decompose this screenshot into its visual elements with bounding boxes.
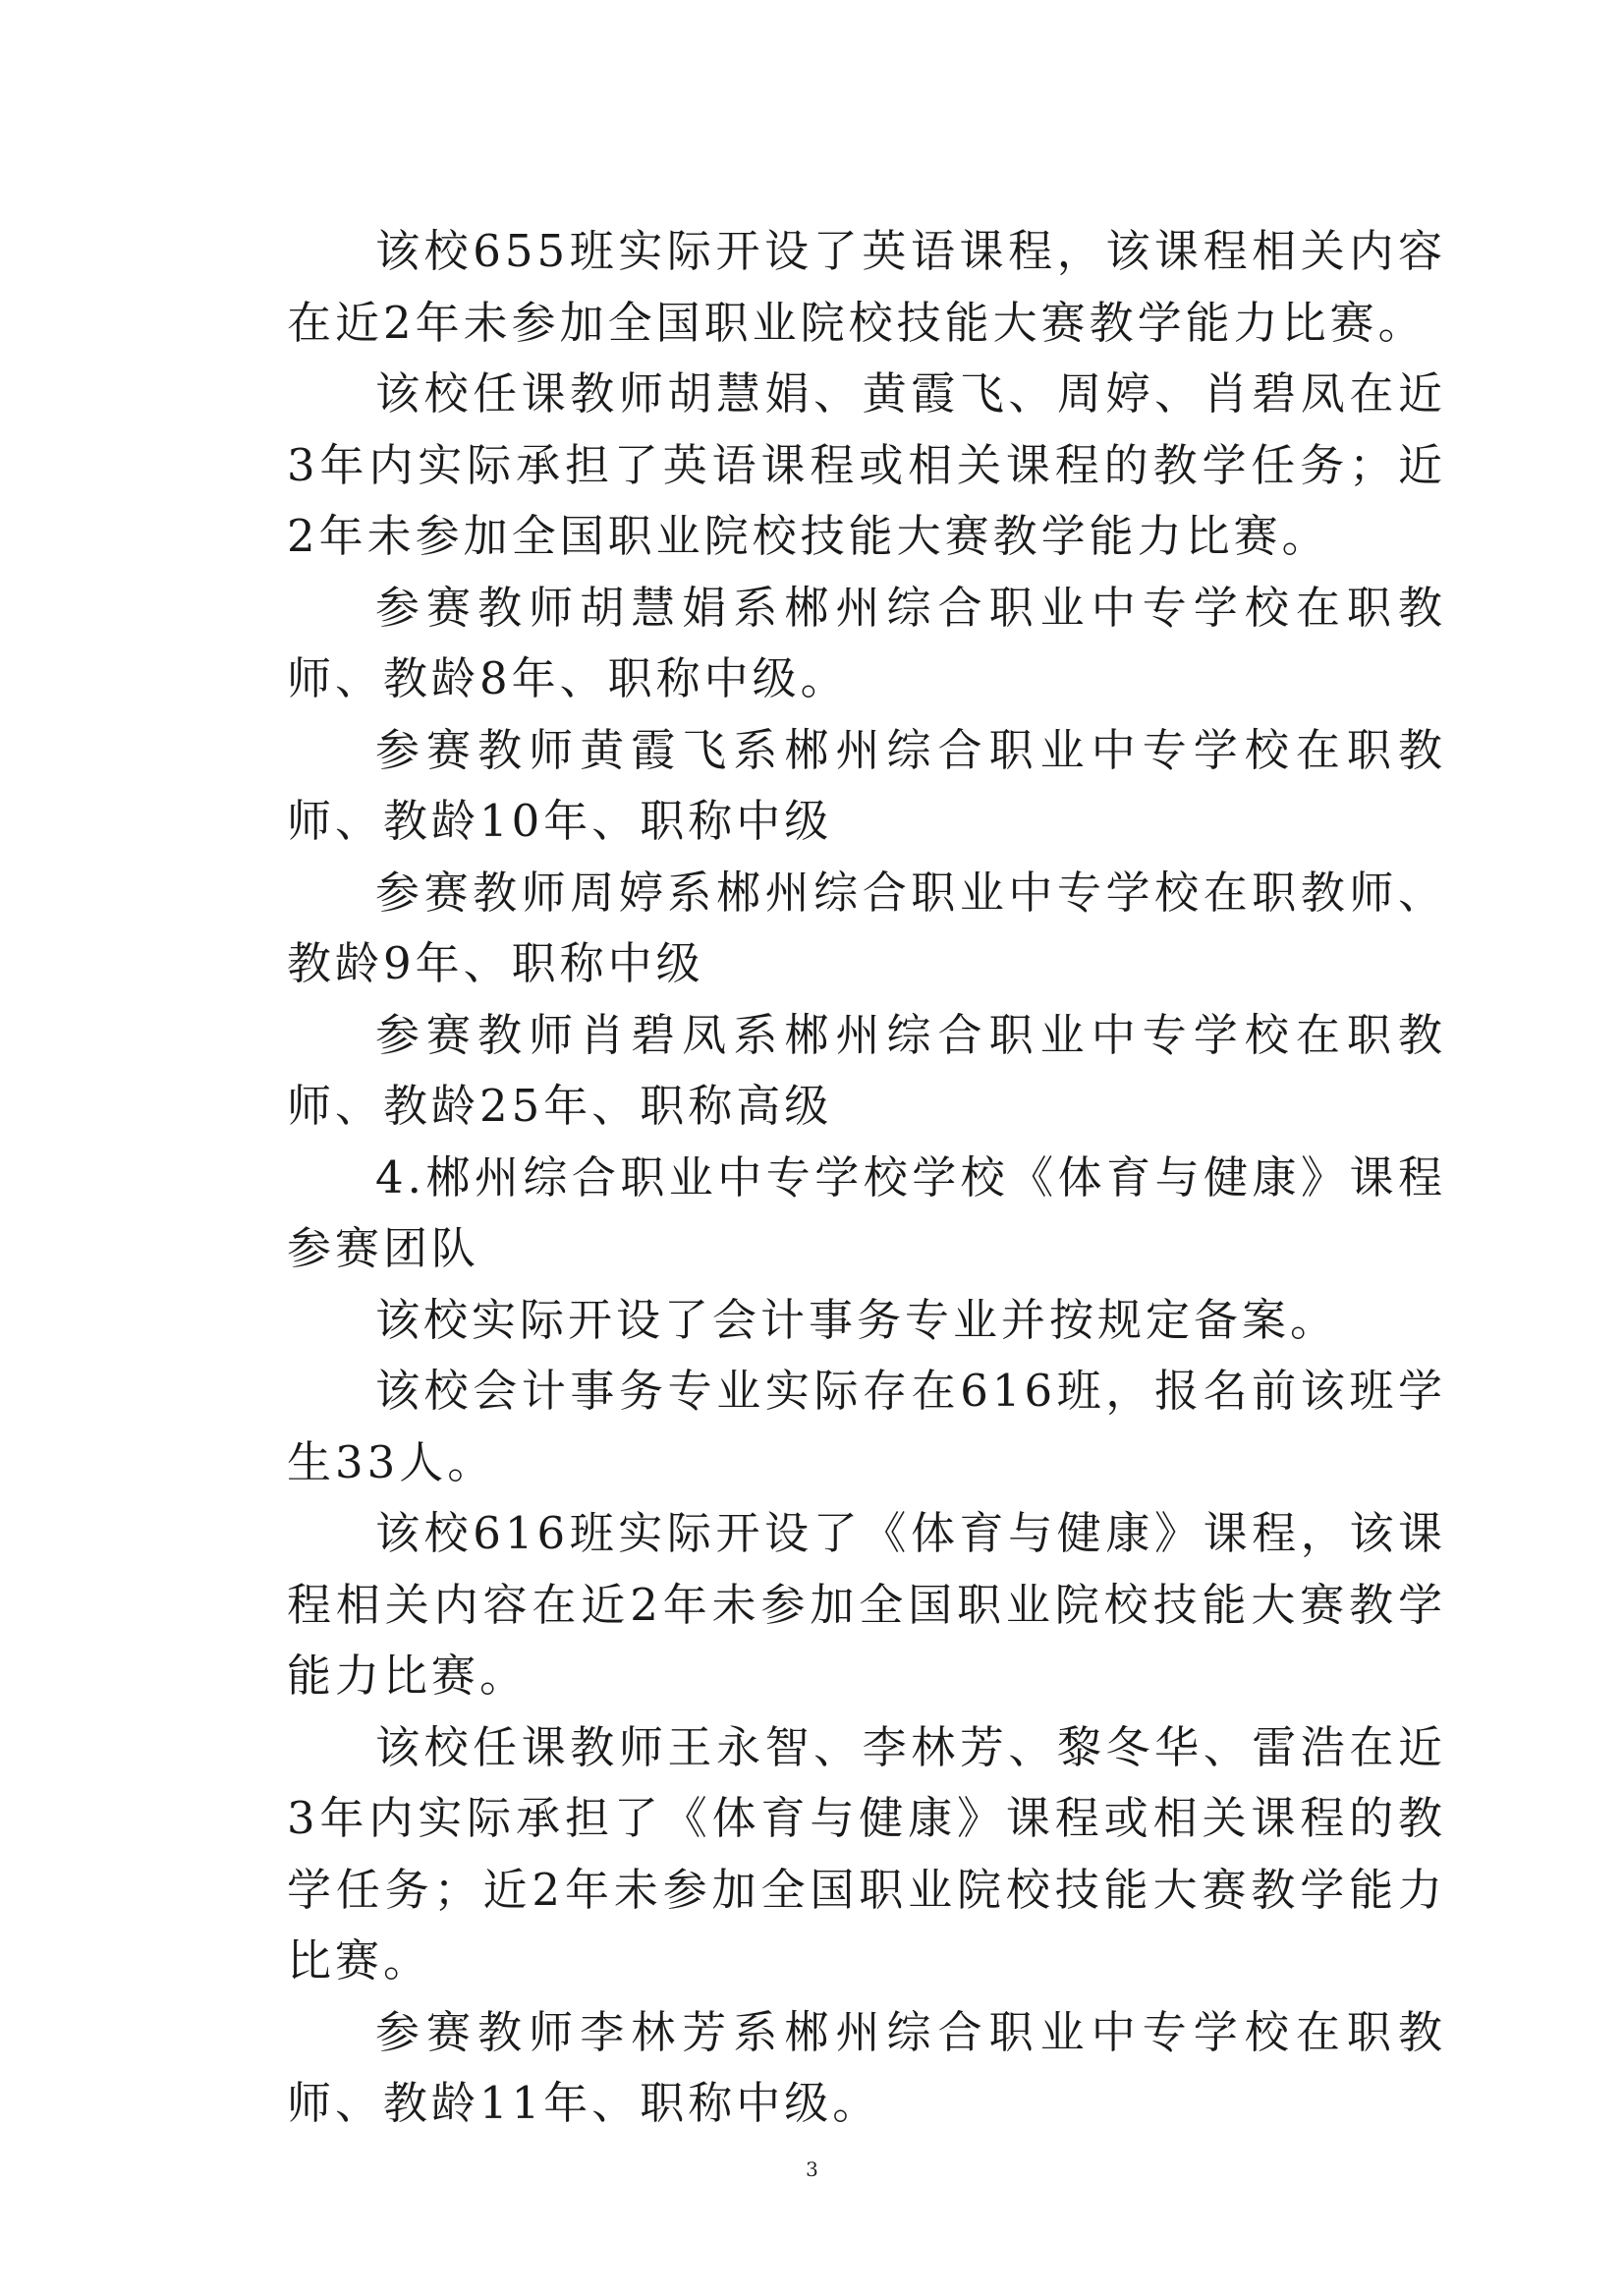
paragraph-pe-teachers: 该校任课教师王永智、李林芳、黎冬华、雷浩在近3年内实际承担了《体育与健康》课程或相关课程的教学任务；近2年未参加全国职业院校技能大赛教学能力比赛。 [287, 1720, 1446, 1987]
page-number: 3 [806, 2157, 818, 2181]
paragraph-teacher-li-linfang: 参赛教师李林芳系郴州综合职业中专学校在职教师、教龄11年、职称中级。 [287, 2005, 1446, 2129]
paragraph-class-655-english-course: 该校655班实际开设了英语课程，该课程相关内容在近2年未参加全国职业院校技能大赛教学能力比赛。 [287, 225, 1446, 349]
paragraph-teacher-xiao-bifeng: 参赛教师肖碧凤系郴州综合职业中专学校在职教师、教龄25年、职称高级 [287, 1008, 1446, 1132]
paragraph-class-616-pe-course: 该校616班实际开设了《体育与健康》课程，该课程相关内容在近2年未参加全国职业院校技能大赛教学能力比赛。 [287, 1507, 1446, 1702]
paragraph-teacher-hu-huijuan: 参赛教师胡慧娟系郴州综合职业中专学校在职教师、教龄8年、职称中级。 [287, 581, 1446, 704]
paragraph-teacher-huang-xiafei: 参赛教师黄霞飞系郴州综合职业中专学校在职教师、教龄10年、职称中级 [287, 723, 1446, 847]
paragraph-english-teachers: 该校任课教师胡慧娟、黄霞飞、周婷、肖碧凤在近3年内实际承担了英语课程或相关课程的教学任务；近2年未参加全国职业院校技能大赛教学能力比赛。 [287, 367, 1446, 562]
paragraph-teacher-zhou-ting: 参赛教师周婷系郴州综合职业中专学校在职教师、教龄9年、职称中级 [287, 866, 1446, 989]
paragraph-accounting-major: 该校实际开设了会计事务专业并按规定备案。 [375, 1293, 1339, 1346]
document-body [287, 216, 1446, 2140]
section-heading-pe-health-team: 4.郴州综合职业中专学校学校《体育与健康》课程参赛团队 [287, 1150, 1446, 1274]
paragraph-class-616-students: 该校会计事务专业实际存在616班，报名前该班学生33人。 [287, 1365, 1446, 1488]
